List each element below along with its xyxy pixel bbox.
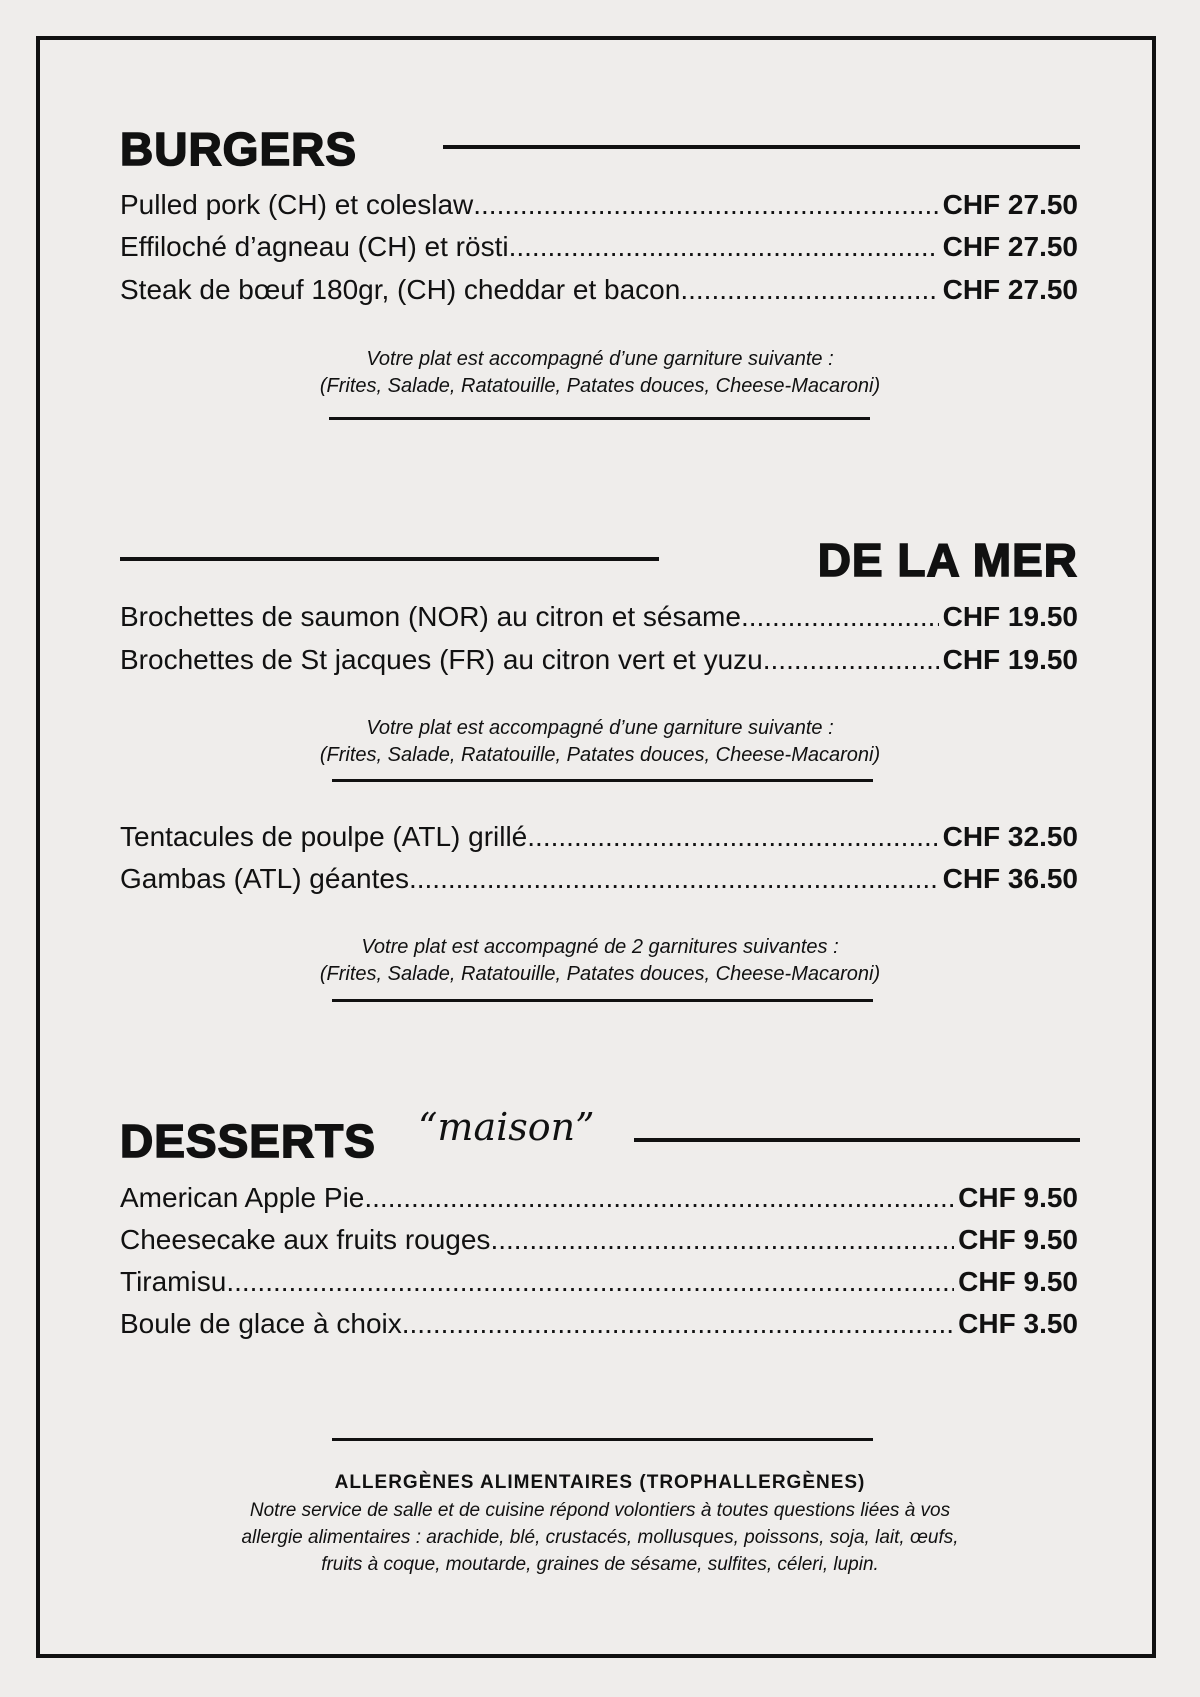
item-price: CHF 27.50 xyxy=(942,231,1078,262)
leader-dots xyxy=(680,270,938,310)
leader-dots xyxy=(473,185,938,225)
item-name: American Apple Pie xyxy=(120,1182,365,1213)
leader-dots xyxy=(226,1262,954,1302)
item-price: CHF 27.50 xyxy=(942,189,1078,220)
garnish-options: (Frites, Salade, Ratatouille, Patates douces, Cheese-Macaroni) xyxy=(319,375,881,397)
maison-script: “maison” xyxy=(418,1105,595,1149)
item-price: CHF 9.50 xyxy=(958,1224,1078,1255)
section-divider xyxy=(329,417,870,420)
burgers-heading: BURGERS xyxy=(120,123,358,175)
menu-item xyxy=(120,1178,1078,1218)
leader-dots xyxy=(409,859,939,899)
garnish-note: Votre plat est accompagné d’une garniture suivante : xyxy=(366,348,834,370)
item-name: Brochettes de saumon (NOR) au citron et sésame xyxy=(120,601,741,632)
mer-heading: DE LA MER xyxy=(817,534,1078,586)
menu-item xyxy=(120,1262,1078,1302)
menu-item xyxy=(120,817,1078,857)
item-price: CHF 3.50 xyxy=(958,1308,1078,1339)
leader-dots xyxy=(509,227,939,267)
section-divider xyxy=(332,1438,873,1441)
item-name: Pulled pork (CH) et coleslaw xyxy=(120,189,474,220)
menu-item xyxy=(120,640,1078,680)
item-price: CHF 19.50 xyxy=(942,644,1078,675)
menu-item xyxy=(120,270,1078,310)
desserts-heading-rule xyxy=(634,1138,1080,1142)
garnish-note: Votre plat est accompagné de 2 garnitures suivantes : xyxy=(361,936,839,958)
garnish-note: Votre plat est accompagné d’une garniture suivante : xyxy=(366,717,834,739)
garnish-options: (Frites, Salade, Ratatouille, Patates douces, Cheese-Macaroni) xyxy=(319,963,881,985)
leader-dots xyxy=(741,597,939,637)
section-divider xyxy=(332,999,873,1002)
item-name: Gambas (ATL) géantes xyxy=(120,863,409,894)
item-name: Cheesecake aux fruits rouges xyxy=(120,1224,491,1255)
menu-item xyxy=(120,185,1078,225)
leader-dots xyxy=(402,1304,954,1344)
item-name: Brochettes de St jacques (FR) au citron vert et yuzu xyxy=(120,644,763,675)
item-name: Boule de glace à choix xyxy=(120,1308,402,1339)
item-price: CHF 36.50 xyxy=(942,863,1078,894)
burgers-heading-rule xyxy=(443,145,1080,149)
leader-dots xyxy=(490,1220,954,1260)
menu-item xyxy=(120,227,1078,267)
leader-dots xyxy=(527,817,938,857)
menu-item xyxy=(120,859,1078,899)
item-price: CHF 9.50 xyxy=(958,1182,1078,1213)
item-name: Steak de bœuf 180gr, (CH) cheddar et bacon xyxy=(120,274,681,305)
allergens-text-line: Notre service de salle et de cuisine répond volontiers à toutes questions liées à vos xyxy=(249,1500,951,1521)
section-divider xyxy=(332,779,873,782)
desserts-heading: DESSERTS xyxy=(120,1115,376,1167)
item-price: CHF 19.50 xyxy=(942,601,1078,632)
menu-item xyxy=(120,1304,1078,1344)
leader-dots xyxy=(364,1178,954,1218)
allergens-text-line: allergie alimentaires : arachide, blé, crustacés, mollusques, poissons, soja, lait, œufs, xyxy=(241,1527,959,1548)
item-name: Tentacules de poulpe (ATL) grillé xyxy=(120,821,528,852)
garnish-options: (Frites, Salade, Ratatouille, Patates douces, Cheese-Macaroni) xyxy=(319,744,881,766)
item-name: Effiloché d’agneau (CH) et rösti xyxy=(120,231,509,262)
menu-item xyxy=(120,1220,1078,1260)
mer-heading-rule xyxy=(120,557,659,561)
leader-dots xyxy=(763,640,939,680)
item-price: CHF 27.50 xyxy=(942,274,1078,305)
allergens-text-line: fruits à coque, moutarde, graines de sésame, sulfites, céleri, lupin. xyxy=(321,1554,879,1575)
menu-item xyxy=(120,597,1078,637)
allergens-title: ALLERGÈNES ALIMENTAIRES (TROPHALLERGÈNES) xyxy=(334,1472,866,1493)
item-price: CHF 9.50 xyxy=(958,1266,1078,1297)
item-price: CHF 32.50 xyxy=(942,821,1078,852)
item-name: Tiramisu xyxy=(120,1266,227,1297)
